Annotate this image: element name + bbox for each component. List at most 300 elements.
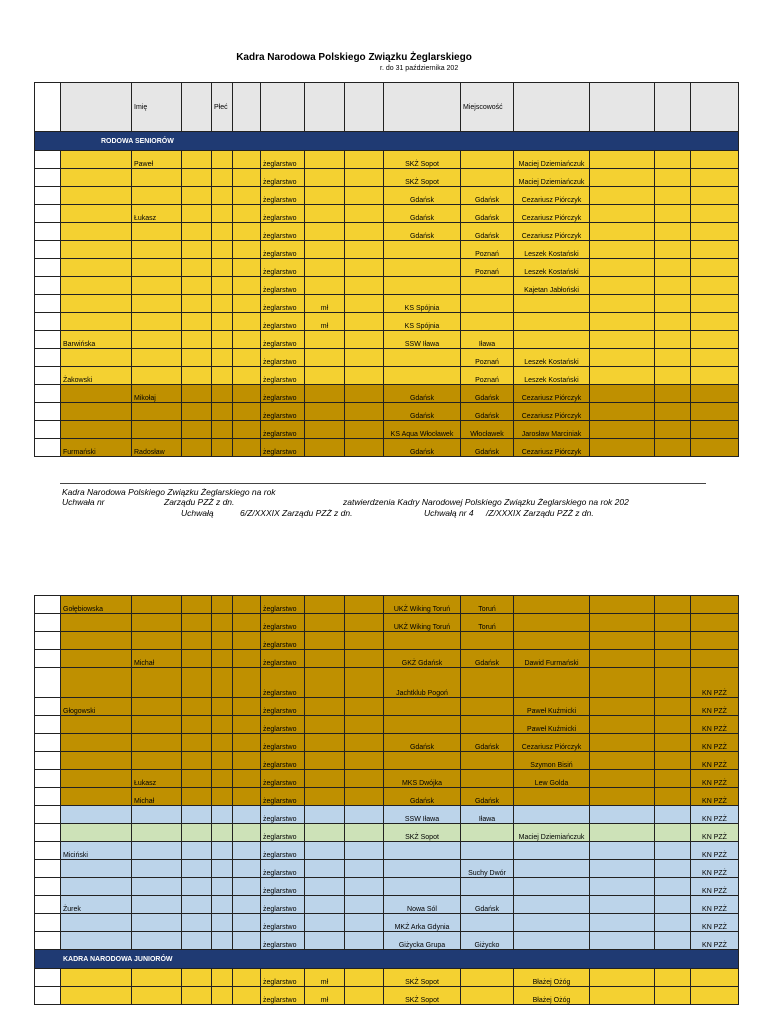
- club-cell: SKŻ Sopot: [384, 824, 461, 842]
- empty-cell: [233, 223, 261, 241]
- empty-cell: [182, 698, 212, 716]
- note-line-3d: /Z/XXXIX Zarządu PZŻ z dn.: [486, 508, 594, 518]
- kn-cell: [691, 205, 739, 223]
- empty-cell: [233, 259, 261, 277]
- empty-cell: [212, 734, 233, 752]
- table-row: [35, 169, 739, 187]
- empty-cell: [182, 349, 212, 367]
- empty-cell: [655, 421, 691, 439]
- surname-cell: [61, 187, 132, 205]
- surname-cell: Gołębiowska: [61, 596, 132, 614]
- first-name-cell: [132, 596, 182, 614]
- empty-cell: [590, 914, 655, 932]
- first-name-cell: Łukasz: [132, 205, 182, 223]
- club-cell: MKŻ Arka Gdynia: [384, 914, 461, 932]
- row-index-cell: [35, 824, 61, 842]
- surname-cell: [61, 734, 132, 752]
- surname-cell: [61, 932, 132, 950]
- table-row: [35, 788, 739, 806]
- row-index-cell: [35, 896, 61, 914]
- empty-cell: [182, 860, 212, 878]
- empty-cell: [182, 331, 212, 349]
- category-cell: [305, 878, 345, 896]
- kn-cell: [691, 151, 739, 169]
- kn-cell: [691, 313, 739, 331]
- city-cell: Gdańsk: [461, 187, 514, 205]
- empty-cell: [345, 932, 384, 950]
- empty-cell: [590, 770, 655, 788]
- coach-cell: [514, 668, 590, 698]
- category-cell: [305, 385, 345, 403]
- empty-cell: [212, 896, 233, 914]
- club-cell: UKŻ Wiking Toruń: [384, 596, 461, 614]
- row-index-cell: [35, 716, 61, 734]
- empty-cell: [212, 770, 233, 788]
- discipline-cell: żeglarstwo: [261, 668, 305, 698]
- row-index-cell: [35, 987, 61, 1005]
- empty-cell: [590, 403, 655, 421]
- first-name-cell: [132, 614, 182, 632]
- kn-cell: [691, 367, 739, 385]
- first-name-cell: [132, 241, 182, 259]
- category-cell: [305, 650, 345, 668]
- first-name-cell: [132, 331, 182, 349]
- first-name-cell: [132, 914, 182, 932]
- empty-cell: [233, 403, 261, 421]
- city-cell: [461, 969, 514, 987]
- club-cell: [384, 241, 461, 259]
- empty-cell: [212, 313, 233, 331]
- first-name-cell: [132, 632, 182, 650]
- surname-cell: [61, 385, 132, 403]
- category-cell: [305, 277, 345, 295]
- table-row: [35, 241, 739, 259]
- table-row: [35, 259, 739, 277]
- category-cell: mł: [305, 987, 345, 1005]
- first-name-cell: [132, 223, 182, 241]
- section-row-juniors: [35, 950, 739, 969]
- coach-cell: Błażej Ożóg: [514, 969, 590, 987]
- roster-table-seniors: [34, 82, 739, 457]
- empty-cell: [590, 331, 655, 349]
- first-name-cell: Paweł: [132, 151, 182, 169]
- discipline-cell: żeglarstwo: [261, 313, 305, 331]
- surname-cell: [61, 632, 132, 650]
- table-row: [35, 151, 739, 169]
- empty-cell: [233, 295, 261, 313]
- coach-cell: Kajetan Jabłoński: [514, 277, 590, 295]
- empty-cell: [233, 668, 261, 698]
- empty-cell: [590, 205, 655, 223]
- city-cell: Gdańsk: [461, 205, 514, 223]
- table-row: [35, 205, 739, 223]
- city-cell: [461, 770, 514, 788]
- city-cell: Gdańsk: [461, 439, 514, 457]
- empty-cell: [182, 914, 212, 932]
- header-cell: [233, 83, 261, 132]
- table-row: [35, 806, 739, 824]
- empty-cell: [182, 385, 212, 403]
- category-cell: [305, 331, 345, 349]
- empty-cell: [182, 632, 212, 650]
- category-cell: [305, 770, 345, 788]
- discipline-cell: żeglarstwo: [261, 987, 305, 1005]
- city-cell: Gdańsk: [461, 788, 514, 806]
- table-row: [35, 632, 739, 650]
- empty-cell: [182, 824, 212, 842]
- empty-cell: [345, 632, 384, 650]
- header-cell: [182, 83, 212, 132]
- empty-cell: [182, 842, 212, 860]
- surname-cell: [61, 969, 132, 987]
- club-cell: KS Spójnia: [384, 313, 461, 331]
- kn-cell: [691, 596, 739, 614]
- surname-cell: [61, 295, 132, 313]
- row-index-cell: [35, 969, 61, 987]
- table-row: [35, 987, 739, 1005]
- coach-cell: Cezariusz Piórczyk: [514, 205, 590, 223]
- city-cell: Gdańsk: [461, 403, 514, 421]
- empty-cell: [655, 698, 691, 716]
- coach-cell: [514, 806, 590, 824]
- empty-cell: [590, 223, 655, 241]
- discipline-cell: żeglarstwo: [261, 824, 305, 842]
- surname-cell: Głogowski: [61, 698, 132, 716]
- empty-cell: [655, 632, 691, 650]
- coach-cell: [514, 860, 590, 878]
- surname-cell: [61, 716, 132, 734]
- discipline-cell: żeglarstwo: [261, 205, 305, 223]
- city-cell: [461, 169, 514, 187]
- empty-cell: [345, 860, 384, 878]
- club-cell: Gdańsk: [384, 734, 461, 752]
- empty-cell: [182, 614, 212, 632]
- empty-cell: [345, 331, 384, 349]
- discipline-cell: żeglarstwo: [261, 187, 305, 205]
- empty-cell: [212, 241, 233, 259]
- empty-cell: [590, 842, 655, 860]
- empty-cell: [590, 824, 655, 842]
- empty-cell: [590, 650, 655, 668]
- header-cell: [691, 83, 739, 132]
- first-name-cell: [132, 187, 182, 205]
- city-cell: [461, 277, 514, 295]
- empty-cell: [590, 277, 655, 295]
- first-name-cell: [132, 668, 182, 698]
- empty-cell: [182, 241, 212, 259]
- first-name-cell: [132, 969, 182, 987]
- empty-cell: [182, 668, 212, 698]
- empty-cell: [655, 860, 691, 878]
- first-name-cell: [132, 295, 182, 313]
- surname-cell: Miciński: [61, 842, 132, 860]
- category-cell: [305, 151, 345, 169]
- empty-cell: [345, 596, 384, 614]
- empty-cell: [345, 734, 384, 752]
- kn-cell: KN PZŻ: [691, 788, 739, 806]
- empty-cell: [233, 313, 261, 331]
- empty-cell: [182, 187, 212, 205]
- empty-cell: [590, 313, 655, 331]
- category-cell: [305, 403, 345, 421]
- first-name-cell: [132, 259, 182, 277]
- coach-cell: [514, 331, 590, 349]
- kn-cell: [691, 277, 739, 295]
- coach-cell: Szymon Bisiń: [514, 752, 590, 770]
- row-index-cell: [35, 259, 61, 277]
- table-row: [35, 277, 739, 295]
- city-cell: Gdańsk: [461, 650, 514, 668]
- coach-cell: Leszek Kostański: [514, 241, 590, 259]
- row-index-cell: [35, 698, 61, 716]
- first-name-cell: [132, 403, 182, 421]
- row-index-cell: [35, 421, 61, 439]
- empty-cell: [233, 734, 261, 752]
- empty-cell: [182, 969, 212, 987]
- empty-cell: [345, 223, 384, 241]
- note-line-2c: zatwierdzenia Kadry Narodowej Polskiego Związku Żeglarskiego na rok 202: [343, 497, 629, 507]
- empty-cell: [182, 932, 212, 950]
- divider-line: [60, 483, 706, 484]
- first-name-cell: Mikołaj: [132, 385, 182, 403]
- category-cell: mł: [305, 969, 345, 987]
- first-name-cell: [132, 421, 182, 439]
- empty-cell: [345, 151, 384, 169]
- city-cell: [461, 698, 514, 716]
- first-name-cell: [132, 277, 182, 295]
- surname-cell: Furmański: [61, 439, 132, 457]
- row-index-cell: [35, 439, 61, 457]
- club-cell: KS Spójnia: [384, 295, 461, 313]
- empty-cell: [212, 806, 233, 824]
- empty-cell: [212, 187, 233, 205]
- surname-cell: [61, 987, 132, 1005]
- category-cell: [305, 806, 345, 824]
- empty-cell: [212, 969, 233, 987]
- coach-cell: Cezariusz Piórczyk: [514, 403, 590, 421]
- empty-cell: [590, 932, 655, 950]
- row-index-cell: [35, 668, 61, 698]
- kn-cell: [691, 632, 739, 650]
- empty-cell: [345, 277, 384, 295]
- city-cell: [461, 716, 514, 734]
- row-index-cell: [35, 878, 61, 896]
- empty-cell: [233, 987, 261, 1005]
- empty-cell: [233, 169, 261, 187]
- kn-cell: [691, 403, 739, 421]
- surname-cell: [61, 421, 132, 439]
- coach-cell: Cezariusz Piórczyk: [514, 439, 590, 457]
- coach-cell: Paweł Kuźmicki: [514, 716, 590, 734]
- empty-cell: [655, 650, 691, 668]
- coach-cell: Maciej Dziemiańczuk: [514, 169, 590, 187]
- kn-cell: KN PZŻ: [691, 716, 739, 734]
- city-cell: [461, 878, 514, 896]
- category-cell: [305, 241, 345, 259]
- surname-cell: [61, 614, 132, 632]
- empty-cell: [590, 151, 655, 169]
- discipline-cell: żeglarstwo: [261, 842, 305, 860]
- surname-cell: [61, 878, 132, 896]
- category-cell: [305, 187, 345, 205]
- empty-cell: [182, 439, 212, 457]
- empty-cell: [655, 187, 691, 205]
- row-index-cell: [35, 223, 61, 241]
- empty-cell: [655, 842, 691, 860]
- row-index-cell: [35, 752, 61, 770]
- section-label: RODOWA SENIORÓW: [35, 132, 739, 151]
- city-cell: Poznań: [461, 349, 514, 367]
- empty-cell: [345, 842, 384, 860]
- empty-cell: [345, 752, 384, 770]
- category-cell: [305, 596, 345, 614]
- empty-cell: [212, 403, 233, 421]
- empty-cell: [345, 824, 384, 842]
- empty-cell: [212, 421, 233, 439]
- coach-cell: Leszek Kostański: [514, 259, 590, 277]
- surname-cell: [61, 788, 132, 806]
- category-cell: [305, 824, 345, 842]
- city-cell: [461, 842, 514, 860]
- kn-cell: [691, 969, 739, 987]
- club-cell: [384, 878, 461, 896]
- surname-cell: [61, 824, 132, 842]
- empty-cell: [655, 716, 691, 734]
- table-row: [35, 421, 739, 439]
- discipline-cell: żeglarstwo: [261, 860, 305, 878]
- empty-cell: [212, 650, 233, 668]
- empty-cell: [345, 668, 384, 698]
- empty-cell: [212, 295, 233, 313]
- coach-cell: [514, 896, 590, 914]
- discipline-cell: żeglarstwo: [261, 349, 305, 367]
- note-line-3a: Uchwałą: [181, 508, 214, 518]
- empty-cell: [233, 716, 261, 734]
- empty-cell: [233, 421, 261, 439]
- table-row: [35, 734, 739, 752]
- empty-cell: [233, 806, 261, 824]
- kn-cell: [691, 223, 739, 241]
- empty-cell: [233, 614, 261, 632]
- club-cell: Giżycka Grupa: [384, 932, 461, 950]
- table-row: [35, 932, 739, 950]
- kn-cell: KN PZŻ: [691, 770, 739, 788]
- category-cell: [305, 698, 345, 716]
- surname-cell: [61, 806, 132, 824]
- empty-cell: [233, 241, 261, 259]
- table-row: [35, 860, 739, 878]
- first-name-cell: [132, 349, 182, 367]
- empty-cell: [212, 169, 233, 187]
- empty-cell: [655, 349, 691, 367]
- discipline-cell: żeglarstwo: [261, 367, 305, 385]
- empty-cell: [655, 752, 691, 770]
- club-cell: [384, 259, 461, 277]
- kn-cell: [691, 439, 739, 457]
- discipline-cell: żeglarstwo: [261, 716, 305, 734]
- empty-cell: [345, 969, 384, 987]
- note-line-2b: Zarządu PZŻ z dn.: [164, 497, 235, 507]
- discipline-cell: żeglarstwo: [261, 614, 305, 632]
- row-index-cell: [35, 770, 61, 788]
- kn-cell: KN PZŻ: [691, 752, 739, 770]
- club-cell: SKŻ Sopot: [384, 151, 461, 169]
- coach-cell: Paweł Kuźmicki: [514, 698, 590, 716]
- empty-cell: [212, 668, 233, 698]
- kn-cell: KN PZŻ: [691, 842, 739, 860]
- empty-cell: [590, 896, 655, 914]
- empty-cell: [345, 914, 384, 932]
- category-cell: [305, 223, 345, 241]
- coach-cell: [514, 614, 590, 632]
- discipline-cell: żeglarstwo: [261, 169, 305, 187]
- empty-cell: [655, 313, 691, 331]
- table-row: [35, 668, 739, 698]
- page-title: Kadra Narodowa Polskiego Związku Żeglarskiego: [236, 52, 472, 63]
- discipline-cell: żeglarstwo: [261, 734, 305, 752]
- table-row: [35, 403, 739, 421]
- table-row: [35, 842, 739, 860]
- city-cell: [461, 824, 514, 842]
- surname-cell: [61, 313, 132, 331]
- coach-cell: [514, 788, 590, 806]
- row-index-cell: [35, 277, 61, 295]
- kn-cell: [691, 614, 739, 632]
- empty-cell: [590, 596, 655, 614]
- empty-cell: [345, 614, 384, 632]
- row-index-cell: [35, 241, 61, 259]
- coach-cell: [514, 596, 590, 614]
- surname-cell: [61, 752, 132, 770]
- surname-cell: [61, 770, 132, 788]
- first-name-cell: Radosław: [132, 439, 182, 457]
- coach-cell: Cezariusz Piórczyk: [514, 385, 590, 403]
- surname-cell: [61, 277, 132, 295]
- city-cell: Gdańsk: [461, 223, 514, 241]
- empty-cell: [233, 277, 261, 295]
- empty-cell: [182, 752, 212, 770]
- empty-cell: [345, 403, 384, 421]
- empty-cell: [590, 385, 655, 403]
- empty-cell: [655, 439, 691, 457]
- empty-cell: [182, 169, 212, 187]
- empty-cell: [345, 788, 384, 806]
- empty-cell: [655, 223, 691, 241]
- empty-cell: [182, 367, 212, 385]
- category-cell: [305, 752, 345, 770]
- empty-cell: [212, 277, 233, 295]
- empty-cell: [212, 987, 233, 1005]
- table-row: [35, 896, 739, 914]
- empty-cell: [233, 349, 261, 367]
- empty-cell: [182, 716, 212, 734]
- row-index-cell: [35, 349, 61, 367]
- row-index-cell: [35, 205, 61, 223]
- discipline-cell: żeglarstwo: [261, 698, 305, 716]
- first-name-cell: [132, 169, 182, 187]
- header-cell: [261, 83, 305, 132]
- row-index-cell: [35, 151, 61, 169]
- kn-cell: KN PZŻ: [691, 824, 739, 842]
- city-cell: [461, 752, 514, 770]
- city-cell: [461, 632, 514, 650]
- club-cell: SSW Iława: [384, 331, 461, 349]
- note-line-2a: Uchwała nr: [62, 497, 105, 507]
- empty-cell: [590, 969, 655, 987]
- empty-cell: [655, 668, 691, 698]
- empty-cell: [182, 596, 212, 614]
- city-cell: Poznań: [461, 259, 514, 277]
